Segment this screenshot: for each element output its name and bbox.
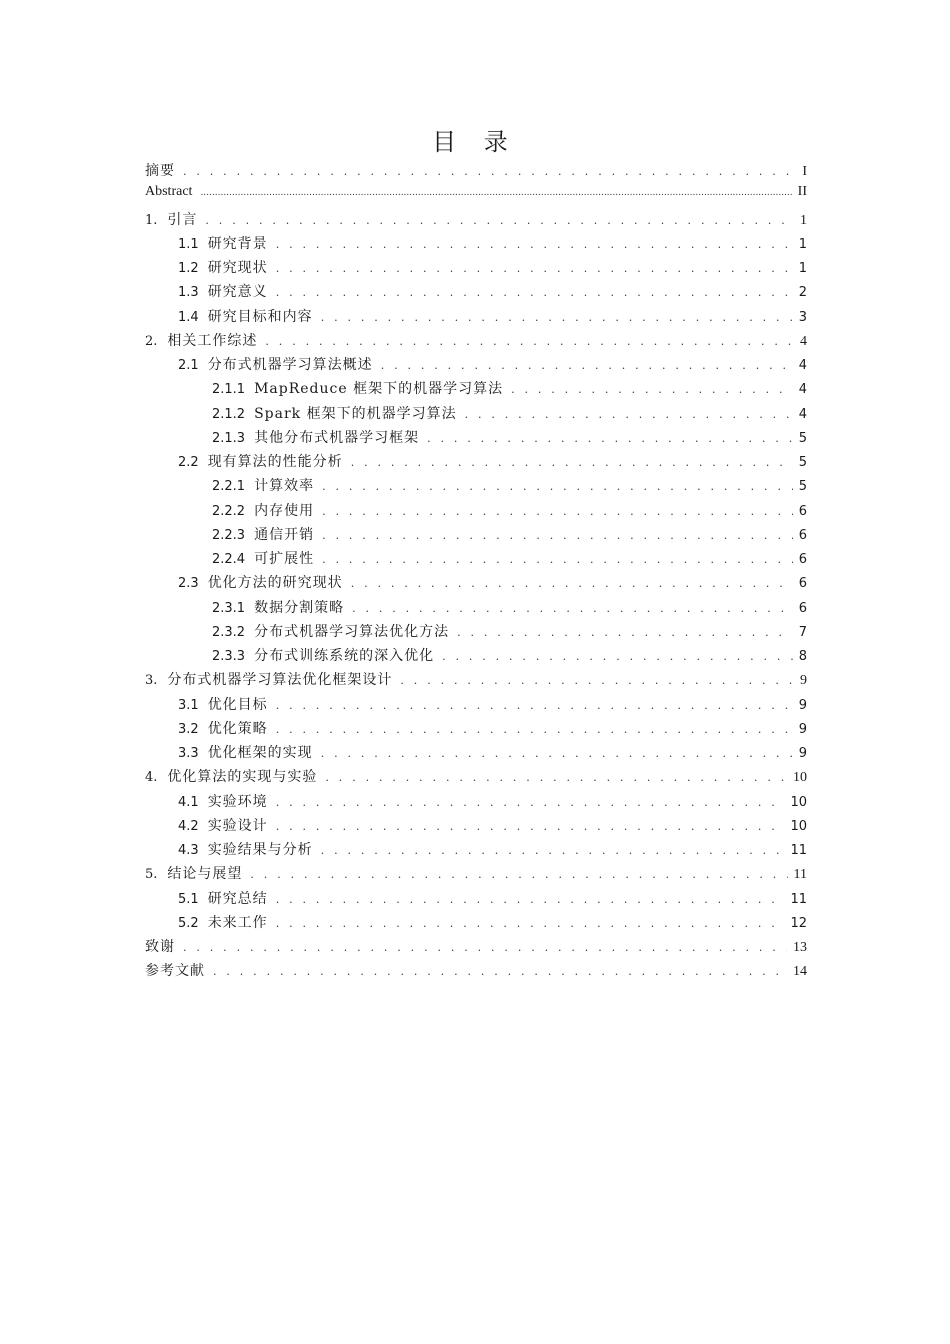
- toc-entry-label: 优化策略: [207, 720, 268, 737]
- toc-entry-label: 分布式机器学习算法概述: [207, 357, 373, 373]
- toc-entry[interactable]: [145, 548, 807, 572]
- toc-entry[interactable]: [145, 330, 807, 354]
- toc-entry-label: 优化方法的研究现状: [207, 575, 343, 592]
- toc-entry[interactable]: [145, 694, 807, 718]
- toc-entry-label: 参考文献: [145, 963, 205, 980]
- toc-entry[interactable]: [145, 403, 807, 427]
- toc-entry-number: 5.2: [178, 915, 199, 931]
- toc-entry-number: 1.3: [178, 285, 199, 301]
- toc-leader-dots: [276, 820, 785, 833]
- toc-entry-label: 实验结果与分析: [207, 842, 313, 858]
- toc-entry-number: 3.2: [178, 721, 199, 737]
- toc-entry-page: 4: [798, 382, 807, 398]
- toc-entry[interactable]: [145, 912, 807, 936]
- toc-entry-label: 其他分布式机器学习框架: [254, 429, 420, 446]
- toc-entry-number: 2.3: [178, 576, 199, 592]
- toc-leader-dots: [200, 188, 791, 198]
- toc-entry-number: 2.3.3: [212, 649, 246, 664]
- toc-entry-label: 研究背景: [207, 235, 268, 252]
- toc-entry-label: 内存使用: [254, 502, 315, 519]
- toc-entry-number: 2.1.3: [212, 430, 246, 446]
- toc-leader-dots: [276, 238, 793, 251]
- toc-leader-dots: [442, 650, 793, 663]
- toc-entry[interactable]: [145, 669, 807, 693]
- toc-entry-number: 5.1: [178, 891, 199, 907]
- toc-entry-label: Spark 框架下的机器学习算法: [254, 405, 457, 422]
- toc-entry[interactable]: [145, 281, 807, 305]
- toc-entry-page: 4: [800, 333, 807, 349]
- toc-entry-page: 10: [790, 818, 807, 834]
- toc-entry-label: 致谢: [145, 939, 175, 955]
- toc-entry-number: 4.: [145, 770, 158, 786]
- toc-entry-page: 6: [798, 527, 807, 543]
- toc-entry-page: 1: [798, 236, 807, 252]
- toc-entry[interactable]: [145, 888, 807, 912]
- toc-entry[interactable]: [145, 475, 807, 499]
- toc-entry-number: 2.2.1: [212, 479, 246, 495]
- toc-leader-dots: [322, 553, 793, 566]
- toc-entry-label: 结论与展望: [167, 866, 243, 883]
- toc-entry-page: 4: [798, 358, 807, 373]
- toc-entry[interactable]: [145, 960, 807, 984]
- toc-entry-number: 3.: [145, 673, 158, 689]
- toc-entry[interactable]: [145, 936, 807, 960]
- toc-entry-page: 9: [800, 673, 807, 689]
- toc-leader-dots: [381, 359, 793, 372]
- toc-leader-dots: [322, 480, 793, 493]
- toc-leader-dots: [205, 214, 793, 227]
- toc-entry-number: 3.3: [178, 746, 199, 761]
- toc-entry[interactable]: [145, 766, 807, 790]
- toc-entry-page: 9: [798, 697, 807, 713]
- toc-leader-dots: [276, 723, 793, 736]
- toc-entry[interactable]: [145, 378, 807, 402]
- toc-entry-number: 2.: [145, 333, 158, 349]
- toc-entry-label: 研究意义: [207, 284, 268, 301]
- toc-entry[interactable]: [145, 354, 807, 378]
- toc-entry-page: 8: [798, 649, 807, 664]
- toc-entry-number: 4.2: [178, 818, 199, 834]
- toc-entry-page: 2: [798, 285, 807, 301]
- toc-entry-page: 6: [798, 576, 807, 592]
- toc-leader-dots: [183, 941, 787, 954]
- toc-entry-label: 数据分割策略: [254, 599, 345, 616]
- toc-entry-page: 11: [790, 891, 807, 907]
- toc-entry[interactable]: [145, 645, 807, 669]
- toc-entry-label: 实验设计: [207, 817, 268, 834]
- toc-leader-dots: [465, 408, 793, 421]
- toc-entry-label: MapReduce 框架下的机器学习算法: [254, 381, 504, 398]
- toc-entry-label: 现有算法的性能分析: [207, 454, 343, 470]
- toc-entry-number: 1.: [145, 212, 158, 228]
- toc-entry-label: 分布式机器学习算法优化框架设计: [167, 672, 393, 689]
- toc-entry-page: 1: [800, 212, 807, 228]
- toc-entry-number: 4.1: [178, 794, 199, 810]
- toc-leader-dots: [183, 165, 793, 178]
- toc-entry-number: 2.2: [178, 455, 199, 470]
- toc-entry[interactable]: [145, 621, 807, 645]
- toc-entry-label: 分布式训练系统的深入优化: [254, 648, 435, 664]
- toc-entry-label: 研究目标和内容: [207, 308, 313, 325]
- toc-leader-dots: [276, 917, 785, 930]
- toc-entry[interactable]: [145, 718, 807, 742]
- toc-entry-page: 6: [798, 552, 807, 567]
- toc-entry[interactable]: [145, 451, 807, 475]
- toc-entry[interactable]: [145, 597, 807, 621]
- toc-leader-dots: [351, 456, 793, 469]
- toc-leader-dots: [213, 965, 787, 978]
- toc-entry-number: 1.2: [178, 261, 199, 276]
- toc-entry-page: 3: [798, 309, 807, 325]
- toc-entry[interactable]: [145, 160, 807, 184]
- toc-entry-label: 未来工作: [207, 914, 268, 931]
- toc-leader-dots: [265, 335, 793, 348]
- toc-entry-number: 1.1: [178, 236, 199, 252]
- toc-leader-dots: [276, 262, 793, 275]
- toc-entry-number: 2.2.3: [212, 527, 246, 543]
- toc-entry-number: 2.3.2: [212, 624, 246, 640]
- toc-entry-page: 10: [793, 770, 807, 786]
- toc-leader-dots: [457, 626, 793, 639]
- toc-leader-dots: [321, 844, 785, 857]
- toc-leader-dots: [325, 771, 787, 784]
- toc-entry-label: 可扩展性: [254, 551, 315, 567]
- toc-entry[interactable]: [145, 233, 807, 257]
- toc-leader-dots: [352, 602, 793, 615]
- toc-entry-page: 12: [790, 915, 807, 931]
- toc-entry-number: 2.1.1: [212, 382, 246, 398]
- toc-entry-page: 6: [798, 503, 807, 519]
- toc-entry[interactable]: [145, 500, 807, 524]
- toc-entry[interactable]: [145, 257, 807, 281]
- toc-entry-number: 1.4: [178, 309, 199, 325]
- toc-leader-dots: [276, 796, 785, 809]
- toc-entry-number: 5.: [145, 867, 158, 883]
- toc-entry-page: II: [797, 184, 807, 200]
- toc-entry-label: 引言: [167, 211, 198, 228]
- toc-leader-dots: [400, 674, 793, 687]
- toc-entry-label: 优化框架的实现: [207, 745, 313, 761]
- toc-entry[interactable]: [145, 524, 807, 548]
- toc-entry-page: 5: [798, 455, 807, 470]
- toc-entry[interactable]: [145, 572, 807, 596]
- toc-entry[interactable]: [145, 815, 807, 839]
- toc-leader-dots: [351, 577, 793, 590]
- toc-entry-number: 3.1: [178, 697, 199, 713]
- toc-entry-label: 摘要: [145, 163, 175, 179]
- toc-entry-page: I: [802, 164, 807, 179]
- toc-entry-page: 1: [798, 261, 807, 276]
- toc-entry-number: 2.2.2: [212, 503, 246, 519]
- toc-entry-number: 4.3: [178, 843, 199, 858]
- toc-entry-page: 14: [793, 964, 807, 980]
- toc-entry-label: 分布式机器学习算法优化方法: [254, 623, 450, 640]
- toc-entry-label: 优化目标: [207, 696, 268, 713]
- toc-leader-dots: [322, 529, 793, 542]
- toc-leader-dots: [276, 286, 793, 299]
- toc-leader-dots: [276, 699, 793, 712]
- toc-entry-page: 9: [798, 721, 807, 737]
- toc-leader-dots: [321, 311, 793, 324]
- toc-entry-label: 通信开销: [254, 526, 315, 543]
- toc-entry-page: 5: [798, 430, 807, 446]
- toc-entry[interactable]: [145, 209, 807, 233]
- toc-leader-dots: [427, 432, 793, 445]
- toc-entry-label: 优化算法的实现与实验: [167, 769, 318, 786]
- toc-entry-number: 2.1: [178, 358, 199, 373]
- toc-entry[interactable]: [145, 306, 807, 330]
- toc-entry-number: 2.3.1: [212, 600, 246, 616]
- toc-entry-page: 13: [793, 940, 807, 955]
- toc-leader-dots: [322, 505, 793, 518]
- toc-entry-page: 10: [790, 794, 807, 810]
- toc-title: 目 录: [432, 128, 518, 156]
- toc-entry-page: 11: [790, 843, 807, 858]
- toc-entry[interactable]: [145, 427, 807, 451]
- toc-entry-number: 2.2.4: [212, 552, 246, 567]
- toc-entry-page: 5: [798, 479, 807, 495]
- toc-entry[interactable]: [145, 184, 807, 208]
- toc-leader-dots: [321, 747, 793, 760]
- toc-entry[interactable]: [145, 839, 807, 863]
- toc-entry[interactable]: [145, 791, 807, 815]
- toc-leader-dots: [250, 868, 787, 881]
- toc-entry-page: 11: [793, 867, 807, 883]
- table-of-contents: [145, 160, 807, 985]
- toc-entry-page: 4: [798, 406, 807, 422]
- toc-leader-dots: [276, 893, 785, 906]
- toc-entry-label: 计算效率: [254, 478, 315, 495]
- toc-entry-page: 9: [798, 746, 807, 761]
- toc-entry-number: 2.1.2: [212, 406, 246, 422]
- toc-entry-label: Abstract: [145, 184, 193, 200]
- toc-entry[interactable]: [145, 863, 807, 887]
- toc-entry-page: 7: [798, 624, 807, 640]
- toc-entry-label: 相关工作综述: [167, 332, 258, 349]
- toc-entry[interactable]: [145, 742, 807, 766]
- toc-entry-page: 6: [798, 600, 807, 616]
- toc-entry-label: 研究总结: [207, 890, 268, 907]
- toc-leader-dots: [511, 383, 793, 396]
- toc-entry-label: 研究现状: [207, 260, 268, 276]
- toc-entry-label: 实验环境: [207, 793, 268, 810]
